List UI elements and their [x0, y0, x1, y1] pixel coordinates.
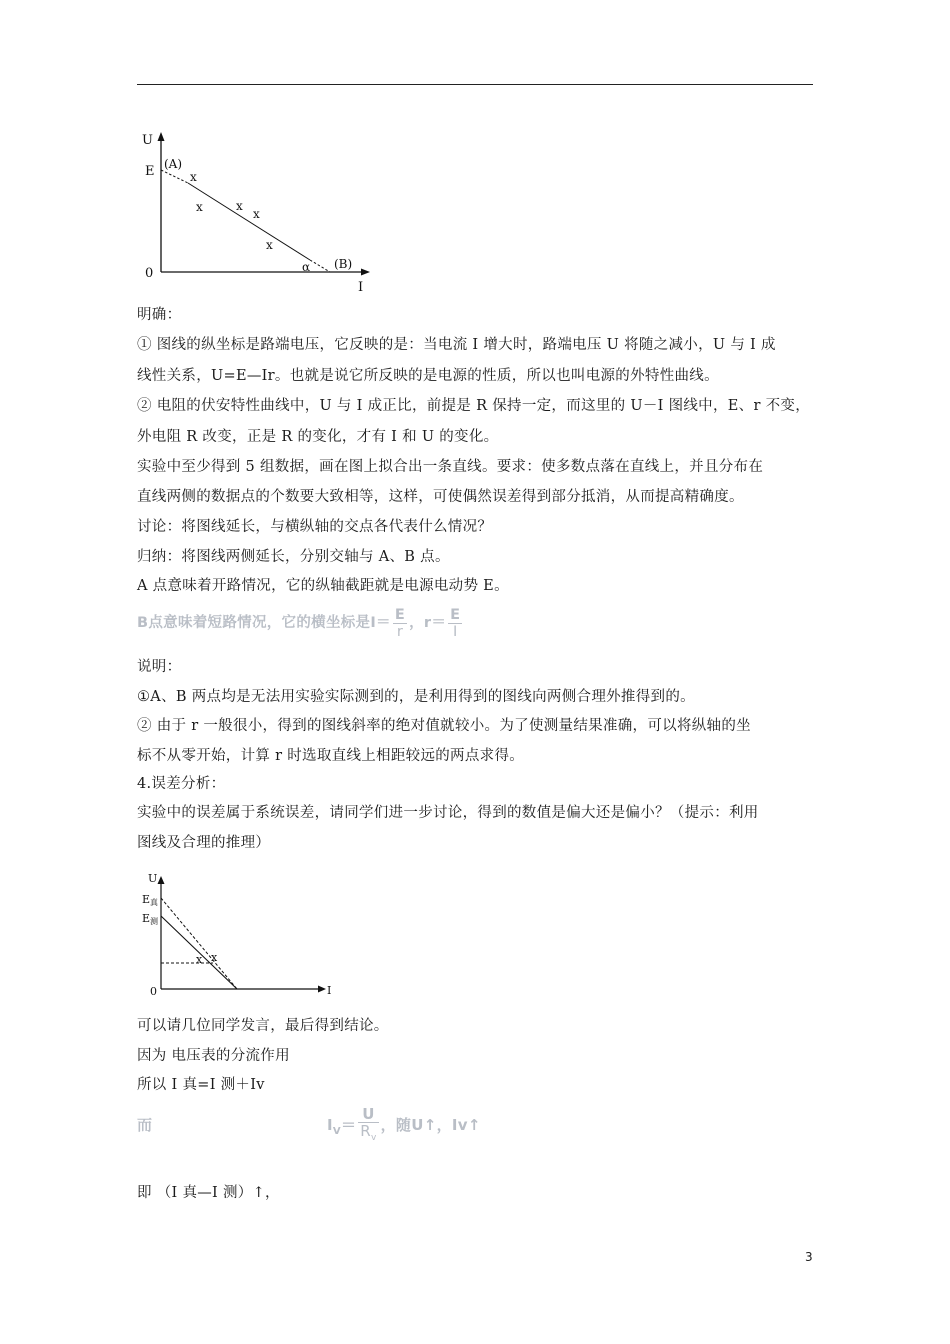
alpha-label: α	[302, 260, 311, 274]
formula-equals: ＝	[340, 1116, 357, 1134]
data-point: x	[196, 953, 203, 966]
fraction-denominator: r	[396, 623, 404, 640]
u-axis-arrow-icon	[158, 876, 165, 884]
formula-mid: ，r＝	[409, 615, 447, 631]
text-line: 标不从零开始，计算 r 时选取直线上相距较远的两点求得。	[137, 748, 525, 764]
text-line: 线性关系，U=E—Ir。也就是说它所反映的是电源的性质，所以也叫电源的外特性曲线。	[137, 368, 719, 384]
text-line: ① 图线的纵坐标是路端电压，它反映的是：当电流 I 增大时，路端电压 U 将随之减小，U 与 I 成	[137, 337, 776, 353]
u-axis-label: U	[148, 872, 158, 885]
iv-subscript: V	[332, 1126, 341, 1137]
true-line-dashed	[161, 898, 237, 989]
formula-tail: ，随U↑，Iv↑	[380, 1116, 481, 1134]
fraction-numerator: U	[358, 1106, 378, 1123]
text-line: 因为 电压表的分流作用	[137, 1048, 290, 1064]
header-rule	[137, 84, 813, 85]
data-point: x	[196, 200, 203, 214]
fraction-u-over-rv	[358, 1106, 378, 1146]
i-axis-label: I	[358, 280, 364, 295]
text-line: 归纳：将图线两侧延长，分别交轴与 A、B 点。	[137, 549, 450, 565]
data-point: x	[253, 207, 260, 221]
formula-iv	[327, 1116, 341, 1137]
text-line: 直线两侧的数据点的个数要大致相等，这样，可使偶然误差得到部分抵消，从而提高精确度。	[137, 489, 744, 505]
formula-prefix: B点意味着短路情况，它的横坐标是I＝	[137, 615, 391, 631]
fraction-e-over-r	[393, 607, 407, 640]
text-line: 实验中的误差属于系统误差，请同学们进一步讨论，得到的数值是偏大还是偏小？（提示：利用	[137, 805, 759, 821]
ui-graph-figure	[140, 128, 380, 298]
fit-line-dashed-start	[161, 170, 188, 183]
b-point-label: (B)	[334, 257, 353, 271]
iv-symbol: I	[327, 1116, 333, 1134]
text-line: 实验中至少得到 5 组数据，画在图上拟合出一条直线。要求：使多数点落在直线上，并且分布在	[137, 459, 764, 475]
data-point: x	[211, 951, 218, 964]
a-point-label: (A)	[164, 157, 183, 171]
i-axis-label: I	[327, 984, 332, 997]
text-line: ② 电阻的伏安特性曲线中，U 与 I 成正比，前提是 R 保持一定，而这里的 U－I 图线中，E、r 不变，	[137, 398, 811, 414]
u-axis-label: U	[142, 133, 153, 148]
fraction-e-over-i	[448, 607, 462, 640]
i-axis-arrow-icon	[318, 986, 326, 993]
i-axis-arrow-icon	[361, 269, 370, 276]
text-line: ①A、B 两点均是无法用实验实际测到的，是利用得到的图线向两侧合理外推得到的。	[137, 689, 695, 705]
e-true-label: E真	[142, 893, 159, 907]
rv-symbol: R	[360, 1121, 371, 1140]
text-line: A 点意味着开路情况，它的纵轴截距就是电源电动势 E。	[137, 578, 509, 594]
fraction-numerator: E	[394, 606, 406, 623]
formula-line-b-point	[137, 603, 464, 643]
e-label: E	[145, 164, 155, 179]
text-line: 图线及合理的推理）	[137, 835, 271, 851]
zero-label: 0	[145, 266, 154, 281]
text-line: ② 由于 r 一般很小，得到的图线斜率的绝对值就较小。为了使测量结果准确，可以将纵轴的坐	[137, 718, 751, 734]
text-line: 可以请几位同学发言，最后得到结论。	[137, 1018, 389, 1034]
section-heading: 4.误差分析：	[137, 776, 226, 792]
text-line: 讨论：将图线延长，与横纵轴的交点各代表什么情况？	[137, 519, 493, 535]
fraction-denominator: I	[452, 623, 458, 640]
u-axis-arrow-icon	[158, 132, 165, 141]
formula-line-iv	[137, 1103, 481, 1154]
data-point: x	[266, 238, 273, 252]
text-line: 外电阻 R 改变，正是 R 的变化，才有 I 和 U 的变化。	[137, 429, 499, 445]
fraction-numerator: E	[450, 606, 461, 623]
text-line: 明确：	[137, 307, 182, 323]
text-line: 所以 I 真=I 测＋Iv	[137, 1077, 265, 1093]
data-point: x	[236, 199, 243, 213]
error-analysis-figure	[140, 868, 350, 998]
data-point: x	[190, 170, 197, 184]
rv-subscript: v	[370, 1132, 377, 1143]
formula-er: 而	[137, 1116, 153, 1134]
text-line: 即 （I 真—I 测）↑，	[137, 1185, 280, 1201]
text-line: 说明：	[137, 659, 182, 675]
fraction-denominator	[358, 1123, 378, 1146]
e-measured-label: E测	[142, 912, 159, 926]
zero-label: 0	[150, 985, 157, 998]
fit-line-dashed-end	[310, 260, 330, 272]
fit-line	[188, 183, 310, 260]
page-number: 3	[805, 1250, 813, 1264]
